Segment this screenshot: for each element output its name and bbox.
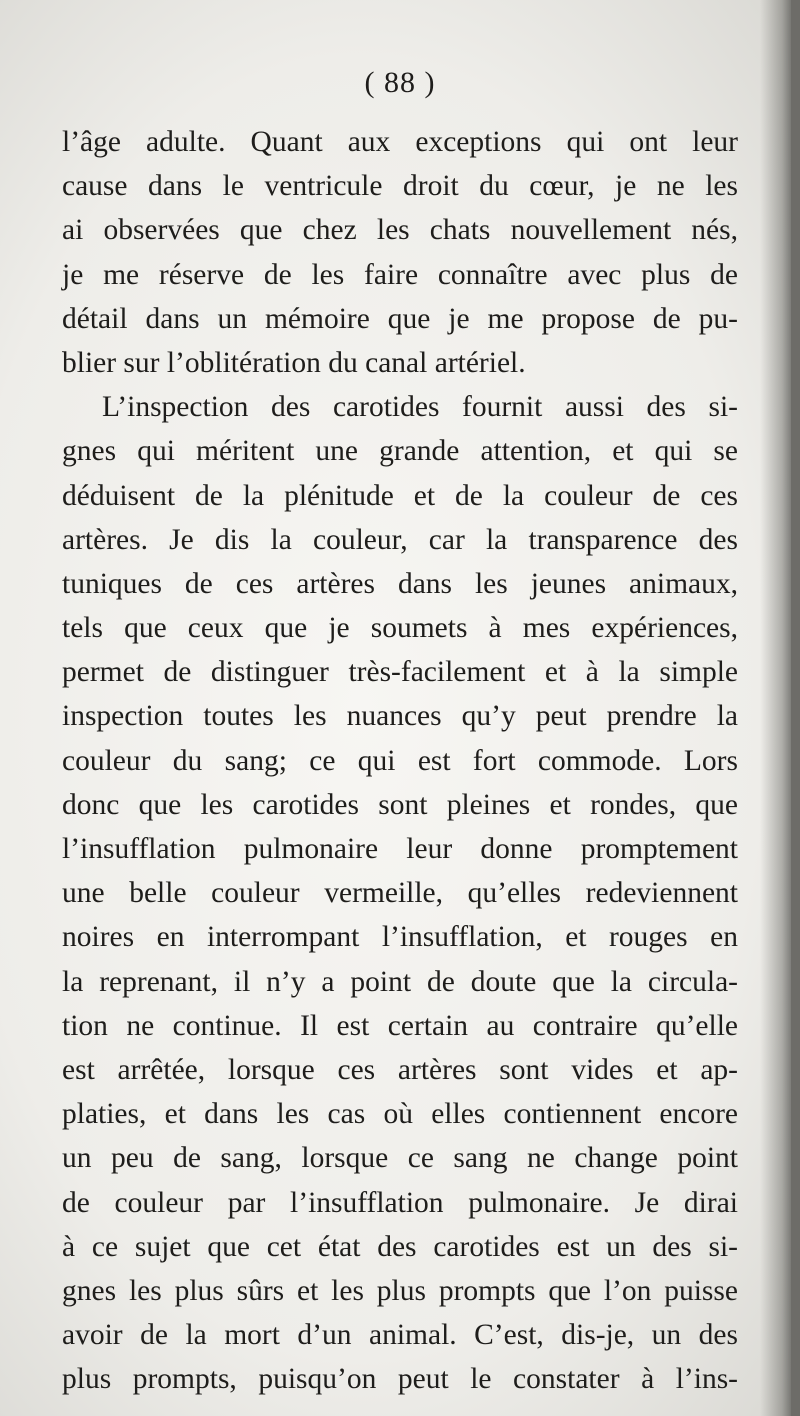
page-number: ( 88 ) xyxy=(364,66,436,99)
text-line: tuniques de ces artères dans les jeunes animaux, xyxy=(62,567,738,600)
text-line: artères. Je dis la couleur, car la transparence des xyxy=(62,523,738,556)
text-line: ai observées que chez les chats nouvellement nés, xyxy=(62,214,738,247)
text-line: L’inspection des carotides fournit aussi des si- xyxy=(102,391,738,424)
text-line: un peu de sang, lorsque ce sang ne change point xyxy=(62,1142,738,1175)
text-line: blier sur l’oblitération du canal artériel. xyxy=(62,346,526,379)
text-line: gnes qui méritent une grande attention, et qui se xyxy=(62,435,738,468)
text-line: la reprenant, il n’y a point de doute que la circula- xyxy=(62,965,738,998)
text-line: permet de distinguer très-facilement et à la simple xyxy=(62,656,738,689)
page-edge xyxy=(791,0,800,1416)
text-line: couleur du sang; ce qui est fort commode. Lors xyxy=(62,744,738,777)
text-line: avoir de la mort d’un animal. C’est, dis-je, un des xyxy=(62,1319,738,1352)
text-line: noires en interrompant l’insufflation, et rouges en xyxy=(62,921,738,954)
text-line: gnes les plus sûrs et les plus prompts que l’on puisse xyxy=(62,1274,738,1307)
text-line: cause dans le ventricule droit du cœur, je ne les xyxy=(62,170,738,203)
text-line: une belle couleur vermeille, qu’elles redeviennent xyxy=(62,877,738,910)
body-text xyxy=(62,120,738,1401)
text-line: inspection toutes les nuances qu’y peut prendre la xyxy=(62,700,738,733)
text-line: déduisent de la plénitude et de la couleur de ces xyxy=(62,479,738,512)
text-line: l’insufflation pulmonaire leur donne promptement xyxy=(62,833,738,865)
text-line: est arrêtée, lorsque ces artères sont vides et ap- xyxy=(62,1053,738,1086)
text-line: l’âge adulte. Quant aux exceptions qui ont leur xyxy=(62,126,738,158)
text-line: donc que les carotides sont pleines et rondes, que xyxy=(62,788,738,821)
text-line: platies, et dans les cas où elles contiennent encore xyxy=(62,1098,738,1131)
text-line: à ce sujet que cet état des carotides est un des si- xyxy=(62,1230,738,1263)
text-line: détail dans un mémoire que je me propose de pu- xyxy=(62,302,738,335)
text-line: tion ne continue. Il est certain au contraire qu’elle xyxy=(62,1009,738,1042)
text-line: de couleur par l’insufflation pulmonaire. Je dirai xyxy=(62,1186,738,1219)
text-line: plus prompts, puisqu’on peut le constater à l’ins- xyxy=(62,1363,738,1396)
text-line: tels que ceux que je soumets à mes expériences, xyxy=(62,612,738,645)
text-line: je me réserve de les faire connaître avec plus de xyxy=(62,258,738,291)
